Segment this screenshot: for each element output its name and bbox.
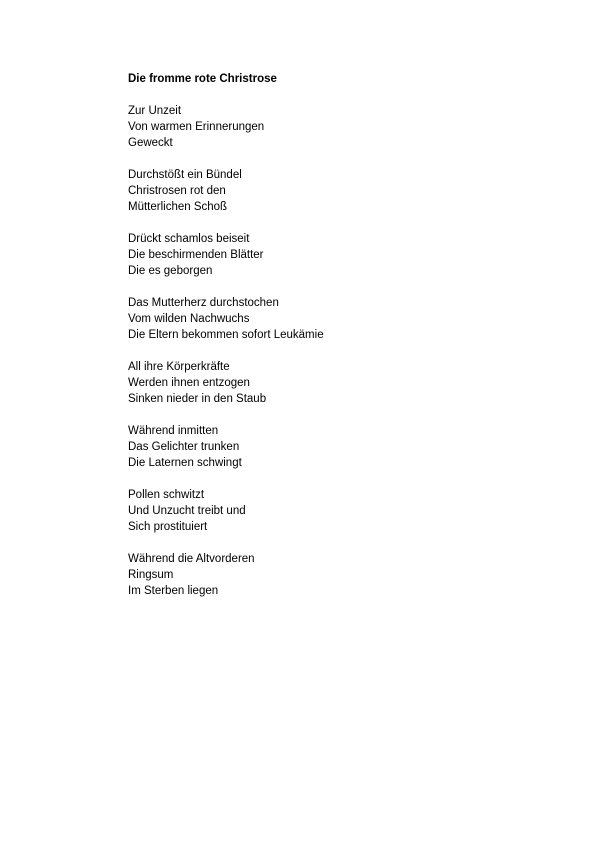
poem-line: Die Eltern bekommen sofort Leukämie <box>128 329 324 341</box>
poem-line: Mütterlichen Schoß <box>128 201 228 213</box>
poem-line: Vom wilden Nachwuchs <box>128 313 250 325</box>
stanza-3 <box>128 231 548 279</box>
poem-line: Die Laternen schwingt <box>128 457 242 469</box>
poem <box>128 71 548 615</box>
stanza-7 <box>128 487 548 535</box>
poem-line: Zur Unzeit <box>128 105 182 117</box>
poem-line: Während die Altvorderen <box>128 553 255 565</box>
poem-line: Christrosen rot den <box>128 185 226 197</box>
poem-line: Sich prostituiert <box>128 521 208 533</box>
poem-line: Im Sterben liegen <box>128 585 219 597</box>
poem-line: Werden ihnen entzogen <box>128 377 250 389</box>
poem-line: Drückt schamlos beiseit <box>128 233 250 245</box>
stanza-4 <box>128 295 548 343</box>
stanza-6 <box>128 423 548 471</box>
poem-line: Durchstößt ein Bündel <box>128 169 242 181</box>
poem-line: Während inmitten <box>128 425 219 437</box>
poem-line: Das Gelichter trunken <box>128 441 240 453</box>
poem-line: All ihre Körperkräfte <box>128 361 230 373</box>
stanza-2 <box>128 167 548 215</box>
poem-line: Ringsum <box>128 569 174 581</box>
poem-line: Die beschirmenden Blätter <box>128 249 264 261</box>
poem-line: Geweckt <box>128 137 173 149</box>
stanza-5 <box>128 359 548 407</box>
poem-line: Von warmen Erinnerungen <box>128 121 265 133</box>
poem-title: Die fromme rote Christrose <box>128 73 277 85</box>
poem-line: Das Mutterherz durchstochen <box>128 297 279 309</box>
poem-line: Pollen schwitzt <box>128 489 205 501</box>
poem-line: Und Unzucht treibt und <box>128 505 246 517</box>
stanza-1 <box>128 103 548 151</box>
poem-line: Sinken nieder in den Staub <box>128 393 267 405</box>
poem-line: Die es geborgen <box>128 265 213 277</box>
stanza-8 <box>128 551 548 599</box>
